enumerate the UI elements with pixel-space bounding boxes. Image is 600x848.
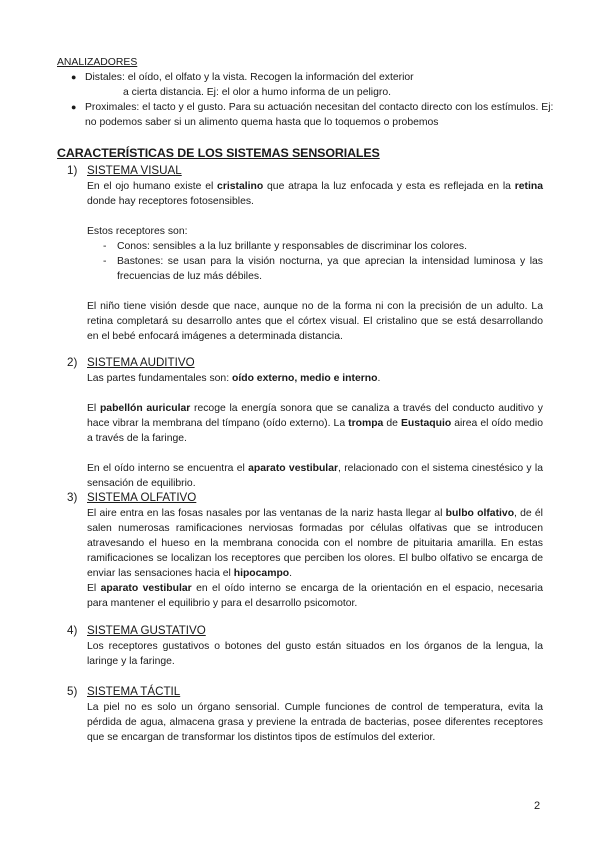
bold-term: aparato vestibular xyxy=(248,463,339,474)
paragraph xyxy=(87,506,543,581)
text-run: recoge la energía sonora que se canaliza a través del conducto auditivo y hace vibrar la membrana del tímpano (oído externo). La xyxy=(87,403,543,429)
text-run: El xyxy=(87,403,100,414)
text-run: donde hay receptores fotosensibles. xyxy=(87,196,254,207)
text-run: En el oído interno se encuentra el xyxy=(87,463,249,474)
paragraph xyxy=(87,371,543,386)
section-number: 1) xyxy=(67,164,78,177)
bold-term: aparato vestibular xyxy=(100,583,192,594)
text-run: El xyxy=(87,583,101,594)
list-item: - Conos: sensibles a la luz brillante y responsables de discriminar los colores. xyxy=(87,239,543,254)
section-number: 2) xyxy=(67,356,78,369)
section-tactil xyxy=(67,684,543,745)
analizadores-title: ANALIZADORES xyxy=(57,57,138,68)
paragraph: Estos receptores son: xyxy=(87,226,188,237)
text-run: que atrapa la luz enfocada y esta es reflejada en la xyxy=(263,181,515,192)
page-number: 2 xyxy=(534,800,541,812)
section-auditivo xyxy=(67,355,543,491)
section-olfativo xyxy=(67,490,543,611)
bold-term: pabellón auricular xyxy=(99,403,191,414)
list-item xyxy=(57,70,557,100)
main-heading: CARACTERÍSTICAS DE LOS SISTEMAS SENSORIALES xyxy=(57,146,380,160)
text-run: , relacionado con el sistema cinestésico y la sensación de equilibrio. xyxy=(87,463,544,489)
bold-term: cristalino xyxy=(217,181,264,192)
section-title: SISTEMA VISUAL xyxy=(87,164,182,177)
list-item xyxy=(57,100,557,130)
section-title: SISTEMA OLFATIVO xyxy=(87,491,197,504)
text-run: . xyxy=(377,373,381,384)
section-gustativo xyxy=(67,623,543,669)
paragraph xyxy=(87,179,543,209)
bold-term: bulbo olfativo xyxy=(445,508,515,519)
bold-term: trompa xyxy=(348,418,384,429)
paragraph xyxy=(87,401,543,446)
bold-term: retina xyxy=(514,181,543,192)
paragraph xyxy=(87,581,543,611)
analizadores-list xyxy=(57,70,557,130)
receptor-list xyxy=(87,239,543,284)
section-number: 4) xyxy=(67,624,78,637)
text-run: En el ojo humano existe el xyxy=(87,181,218,192)
paragraph xyxy=(87,461,543,491)
text-run: en el oído interno se encarga de la orientación en el espacio, necesaria para mantener el equilibrio y para el desarrollo psicomotor. xyxy=(87,583,543,609)
bullet-text: ● Proximales: el tacto y el gusto. Para su actuación necesitan del contacto directo con los estímulos. Ej: no podemos saber si un alimento quema hasta que lo toquemos o probemos xyxy=(85,102,554,128)
section-number: 5) xyxy=(67,685,78,698)
text-run: de xyxy=(383,418,401,429)
bold-term: oído externo, medio e interno xyxy=(231,373,378,384)
text-run: airea el oído medio a través de la faringe. xyxy=(87,418,543,444)
text-run: El aire entra en las fosas nasales por las ventanas de la nariz hasta llegar al xyxy=(87,508,446,519)
paragraph: Los receptores gustativos o botones del gusto están situados en los órganos de la lengua, la laringe y la faringe. xyxy=(87,641,543,667)
section-number: 3) xyxy=(67,491,78,504)
bullet-line: ● Distales: el oído, el olfato y la vista. Recogen la información del exterior xyxy=(85,72,414,83)
section-visual xyxy=(67,163,543,344)
list-item: - Bastones: se usan para la visión nocturna, ya que aprecian la intensidad luminosa y las frecuencias de luz más débiles. xyxy=(87,254,543,284)
bold-term: Eustaquio xyxy=(400,418,452,429)
bold-term: hipocampo xyxy=(233,568,290,579)
section-title: SISTEMA AUDITIVO xyxy=(87,356,195,369)
paragraph: La piel no es solo un órgano sensorial. Cumple funciones de control de temperatura, evita la pérdida de agua, almacena grasa y previene la entrada de bacterias, posee diferentes receptores que se encargan de transformar los distintos tipos de estímulos del exterior. xyxy=(87,702,543,743)
text-run: , de él salen numerosas ramificaciones nerviosas formadas por células olfativas que se introducen atravesando el hueso en la membrana conocida con el nombre de pituitaria amarilla. En estas ramificaciones se localizan los receptores que perciben los olores. El bulbo olfativo se encarga de enviar las sensaciones hacia el xyxy=(87,508,543,579)
section-title: SISTEMA TÁCTIL xyxy=(87,685,181,698)
text-run: . xyxy=(289,568,293,579)
bullet-line: a cierta distancia. Ej: el olor a humo informa de un peligro. xyxy=(123,87,391,98)
paragraph: El niño tiene visión desde que nace, aunque no de la forma ni con la precisión de un adulto. La retina completará su desarrollo antes que el córtex visual. El cristalino que se está desarrollando en el bebé enfocará imágenes a determinada distancia. xyxy=(87,301,543,342)
section-title: SISTEMA GUSTATIVO xyxy=(87,624,206,637)
text-run: Las partes fundamentales son: xyxy=(87,373,232,384)
